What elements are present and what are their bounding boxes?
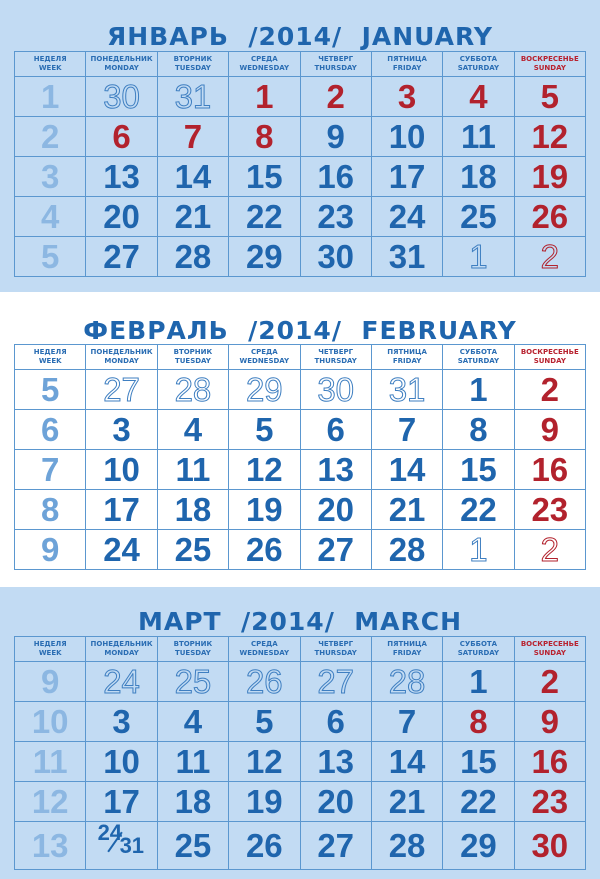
day-cell: 25 <box>157 530 228 570</box>
day-cell: 23 <box>300 197 371 237</box>
column-header-ru: СУББОТА <box>459 348 498 356</box>
column-header <box>300 52 371 77</box>
day-cell: 4 <box>443 77 514 117</box>
day-cell: 6 <box>300 702 371 742</box>
column-header <box>371 52 442 77</box>
week-number: 4 <box>15 197 86 237</box>
day-cell: 30 <box>300 237 371 277</box>
day-cell: 13 <box>86 157 157 197</box>
week-number: 9 <box>15 662 86 702</box>
day-cell: 12 <box>229 450 300 490</box>
column-header <box>300 345 371 370</box>
day-cell: 9 <box>300 117 371 157</box>
column-header-ru: СРЕДА <box>250 640 278 648</box>
column-header-en: WEDNESDAY <box>239 64 290 72</box>
week-number: 11 <box>15 742 86 782</box>
week-row <box>15 450 586 490</box>
day-cell: 18 <box>157 490 228 530</box>
day-cell: 28 <box>371 530 442 570</box>
day-cell: 23 <box>514 782 585 822</box>
day-cell: 22 <box>443 490 514 530</box>
day-cell: 1 <box>229 77 300 117</box>
day-cell: 19 <box>229 490 300 530</box>
day-cell: 29 <box>229 370 300 410</box>
column-header-en: FRIDAY <box>392 649 422 657</box>
day-cell: 17 <box>86 782 157 822</box>
day-cell: 8 <box>443 410 514 450</box>
column-header <box>371 637 442 662</box>
column-header-en: SUNDAY <box>533 64 566 72</box>
day-cell: 19 <box>229 782 300 822</box>
column-header <box>15 637 86 662</box>
header-row <box>15 52 586 77</box>
day-cell: 24 <box>371 197 442 237</box>
column-header-ru: ЧЕТВЕРГ <box>318 348 354 356</box>
day-cell: 14 <box>371 450 442 490</box>
week-row <box>15 822 586 870</box>
column-header <box>229 52 300 77</box>
column-header-en: WEEK <box>38 64 62 72</box>
week-row <box>15 410 586 450</box>
week-number: 2 <box>15 117 86 157</box>
column-header-en: WEDNESDAY <box>239 649 290 657</box>
week-row <box>15 702 586 742</box>
day-cell: 9 <box>514 410 585 450</box>
day-cell: 30 <box>300 370 371 410</box>
week-number: 13 <box>15 822 86 870</box>
day-cell: 9 <box>514 702 585 742</box>
column-header-ru: ЧЕТВЕРГ <box>318 640 354 648</box>
day-cell: 24 <box>86 530 157 570</box>
column-header <box>86 637 157 662</box>
day-cell: 29 <box>443 822 514 870</box>
day-cell: 14 <box>157 157 228 197</box>
day-cell: 11 <box>443 117 514 157</box>
column-header-ru: ВОСКРЕСЕНЬЕ <box>520 348 579 356</box>
day-cell: 2 <box>514 370 585 410</box>
month-february <box>0 292 600 587</box>
column-header-en: TUESDAY <box>174 357 211 365</box>
day-cell: 14 <box>371 742 442 782</box>
day-cell: 21 <box>371 782 442 822</box>
day-cell: 2 <box>514 237 585 277</box>
day-cell: 28 <box>157 237 228 277</box>
column-header-en: WEEK <box>38 649 62 657</box>
day-cell: 23 <box>514 490 585 530</box>
column-header-en: WEEK <box>38 357 62 365</box>
week-row <box>15 237 586 277</box>
week-number: 10 <box>15 702 86 742</box>
column-header-ru: НЕДЕЛЯ <box>33 640 67 648</box>
column-header-en: SUNDAY <box>533 649 566 657</box>
day-cell: 31 <box>157 77 228 117</box>
column-header <box>514 345 585 370</box>
day-cell <box>86 822 157 870</box>
week-row <box>15 742 586 782</box>
day-cell: 1 <box>443 370 514 410</box>
split-date-first: 24 <box>97 820 123 845</box>
column-header-en: FRIDAY <box>392 357 422 365</box>
day-cell: 31 <box>371 237 442 277</box>
day-cell: 5 <box>229 702 300 742</box>
day-cell: 18 <box>157 782 228 822</box>
column-header <box>371 345 442 370</box>
column-header-en: MONDAY <box>104 64 139 72</box>
column-header <box>157 637 228 662</box>
day-cell: 25 <box>157 822 228 870</box>
day-cell: 30 <box>514 822 585 870</box>
column-header-ru: ВТОРНИК <box>173 640 213 648</box>
day-cell: 20 <box>86 197 157 237</box>
week-row <box>15 490 586 530</box>
day-cell: 5 <box>514 77 585 117</box>
day-cell: 6 <box>86 117 157 157</box>
day-cell: 1 <box>443 530 514 570</box>
day-cell: 5 <box>229 410 300 450</box>
day-cell: 7 <box>371 702 442 742</box>
week-row <box>15 197 586 237</box>
calendar-grid <box>14 51 586 277</box>
day-cell: 16 <box>514 450 585 490</box>
day-cell: 22 <box>229 197 300 237</box>
day-cell: 11 <box>157 450 228 490</box>
column-header-ru: ПОНЕДЕЛЬНИК <box>90 348 153 356</box>
column-header <box>86 52 157 77</box>
day-cell: 29 <box>229 237 300 277</box>
week-number: 6 <box>15 410 86 450</box>
column-header-ru: ЧЕТВЕРГ <box>318 55 354 63</box>
day-cell: 27 <box>300 530 371 570</box>
day-cell: 3 <box>371 77 442 117</box>
day-cell: 1 <box>443 237 514 277</box>
day-cell: 2 <box>300 77 371 117</box>
column-header-en: THURSDAY <box>314 357 357 365</box>
column-header <box>15 52 86 77</box>
day-cell: 12 <box>229 742 300 782</box>
column-header-en: TUESDAY <box>174 64 211 72</box>
column-header-ru: ПЯТНИЦА <box>387 348 427 356</box>
column-header-en: FRIDAY <box>392 64 422 72</box>
split-date-second: 31 <box>119 833 145 858</box>
day-cell: 1 <box>443 662 514 702</box>
week-row <box>15 662 586 702</box>
day-cell: 18 <box>443 157 514 197</box>
day-cell: 8 <box>443 702 514 742</box>
day-cell: 26 <box>229 530 300 570</box>
split-date <box>92 822 152 861</box>
day-cell: 6 <box>300 410 371 450</box>
day-cell: 7 <box>157 117 228 157</box>
column-header-ru: ВОСКРЕСЕНЬЕ <box>520 640 579 648</box>
week-number: 1 <box>15 77 86 117</box>
week-row <box>15 77 586 117</box>
column-header <box>443 345 514 370</box>
day-cell: 2 <box>514 530 585 570</box>
day-cell: 21 <box>371 490 442 530</box>
month-title: МАРТ /2014/ MARCH <box>137 607 462 636</box>
week-row <box>15 157 586 197</box>
calendar-grid <box>14 636 586 870</box>
day-cell: 2 <box>514 662 585 702</box>
column-header <box>443 52 514 77</box>
day-cell: 20 <box>300 490 371 530</box>
column-header-ru: ПЯТНИЦА <box>387 55 427 63</box>
day-cell: 19 <box>514 157 585 197</box>
day-cell: 10 <box>371 117 442 157</box>
column-header-en: THURSDAY <box>314 64 357 72</box>
column-header <box>229 637 300 662</box>
week-number: 12 <box>15 782 86 822</box>
week-number: 5 <box>15 370 86 410</box>
column-header-ru: СУББОТА <box>459 55 498 63</box>
day-cell: 28 <box>157 370 228 410</box>
column-header <box>443 637 514 662</box>
column-header <box>86 345 157 370</box>
column-header-ru: ПЯТНИЦА <box>387 640 427 648</box>
column-header-ru: СУББОТА <box>459 640 498 648</box>
month-title: ЯНВАРЬ /2014/ JANUARY <box>106 22 494 51</box>
day-cell: 15 <box>443 450 514 490</box>
day-cell: 10 <box>86 450 157 490</box>
column-header-ru: ПОНЕДЕЛЬНИК <box>90 640 153 648</box>
day-cell: 30 <box>86 77 157 117</box>
column-header-ru: СРЕДА <box>250 348 278 356</box>
column-header-en: WEDNESDAY <box>239 357 290 365</box>
day-cell: 26 <box>514 197 585 237</box>
week-number: 8 <box>15 490 86 530</box>
day-cell: 24 <box>86 662 157 702</box>
day-cell: 8 <box>229 117 300 157</box>
day-cell: 10 <box>86 742 157 782</box>
column-header <box>157 345 228 370</box>
column-header <box>15 345 86 370</box>
day-cell: 27 <box>86 370 157 410</box>
column-header-en: SATURDAY <box>457 649 500 657</box>
day-cell: 26 <box>229 662 300 702</box>
column-header-ru: ВОСКРЕСЕНЬЕ <box>520 55 579 63</box>
day-cell: 20 <box>300 782 371 822</box>
column-header-en: MONDAY <box>104 649 139 657</box>
column-header-en: TUESDAY <box>174 649 211 657</box>
column-header-ru: ПОНЕДЕЛЬНИК <box>90 55 153 63</box>
column-header-ru: ВТОРНИК <box>173 55 213 63</box>
day-cell: 4 <box>157 702 228 742</box>
column-header <box>514 637 585 662</box>
column-header-ru: ВТОРНИК <box>173 348 213 356</box>
day-cell: 27 <box>300 822 371 870</box>
column-header <box>514 52 585 77</box>
day-cell: 25 <box>157 662 228 702</box>
month-march <box>0 587 600 879</box>
week-row <box>15 117 586 157</box>
column-header-en: MONDAY <box>104 357 139 365</box>
column-header <box>300 637 371 662</box>
column-header-en: SATURDAY <box>457 64 500 72</box>
column-header-en: SATURDAY <box>457 357 500 365</box>
day-cell: 31 <box>371 370 442 410</box>
day-cell: 13 <box>300 450 371 490</box>
day-cell: 4 <box>157 410 228 450</box>
column-header-ru: СРЕДА <box>250 55 278 63</box>
day-cell: 25 <box>443 197 514 237</box>
column-header <box>157 52 228 77</box>
day-cell: 26 <box>229 822 300 870</box>
week-row <box>15 370 586 410</box>
day-cell: 15 <box>443 742 514 782</box>
month-january <box>0 0 600 292</box>
day-cell: 15 <box>229 157 300 197</box>
week-number: 9 <box>15 530 86 570</box>
day-cell: 27 <box>300 662 371 702</box>
week-row <box>15 530 586 570</box>
day-cell: 13 <box>300 742 371 782</box>
column-header-en: THURSDAY <box>314 649 357 657</box>
column-header <box>229 345 300 370</box>
day-cell: 12 <box>514 117 585 157</box>
day-cell: 28 <box>371 662 442 702</box>
day-cell: 16 <box>514 742 585 782</box>
day-cell: 3 <box>86 702 157 742</box>
month-title: ФЕВРАЛЬ /2014/ FEBRUARY <box>83 316 517 345</box>
week-number: 3 <box>15 157 86 197</box>
day-cell: 27 <box>86 237 157 277</box>
header-row <box>15 637 586 662</box>
week-number: 7 <box>15 450 86 490</box>
day-cell: 11 <box>157 742 228 782</box>
day-cell: 21 <box>157 197 228 237</box>
day-cell: 22 <box>443 782 514 822</box>
column-header-ru: НЕДЕЛЯ <box>33 55 67 63</box>
column-header-ru: НЕДЕЛЯ <box>33 348 67 356</box>
calendar-grid <box>14 344 586 570</box>
week-number: 5 <box>15 237 86 277</box>
day-cell: 17 <box>86 490 157 530</box>
header-row <box>15 345 586 370</box>
day-cell: 17 <box>371 157 442 197</box>
day-cell: 28 <box>371 822 442 870</box>
day-cell: 3 <box>86 410 157 450</box>
day-cell: 7 <box>371 410 442 450</box>
column-header-en: SUNDAY <box>533 357 566 365</box>
day-cell: 16 <box>300 157 371 197</box>
